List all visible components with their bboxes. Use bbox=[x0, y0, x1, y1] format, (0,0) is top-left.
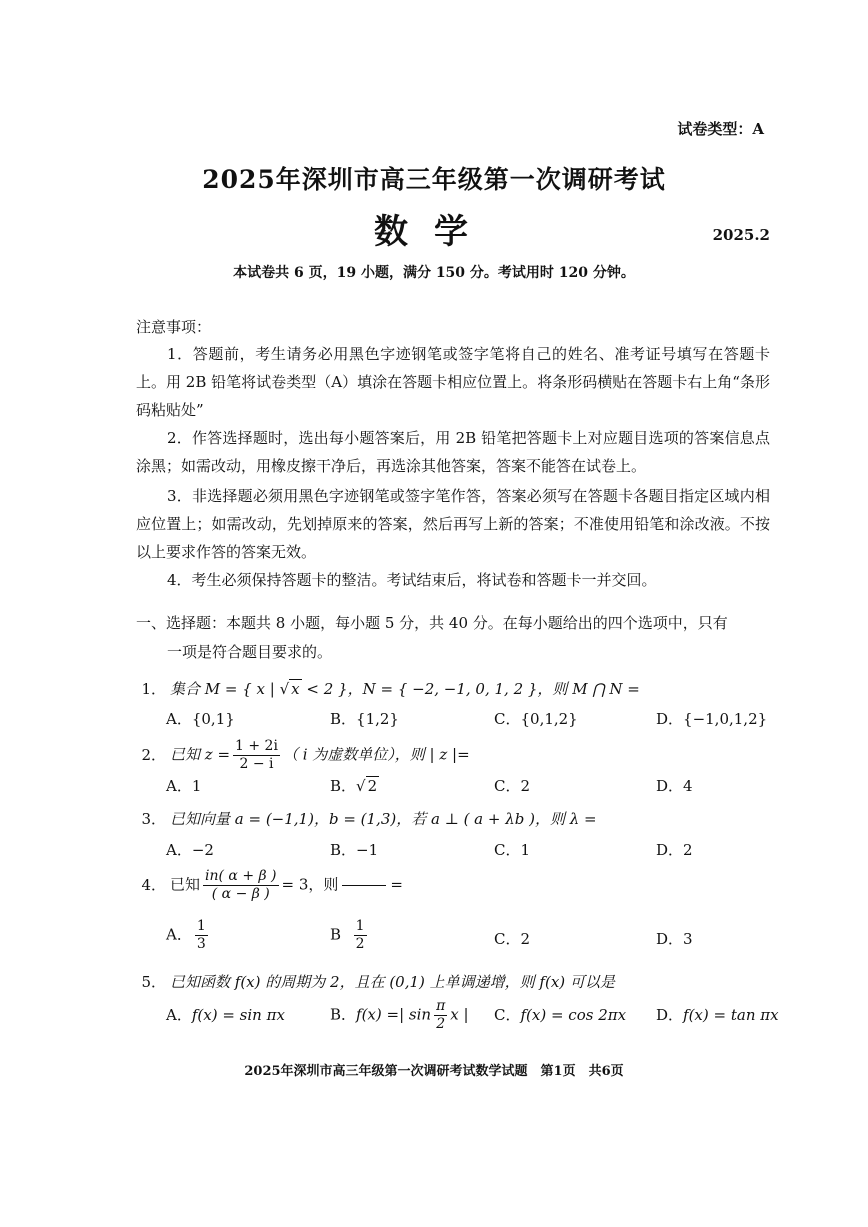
option-d: D．4 bbox=[656, 777, 693, 795]
fraction bbox=[434, 998, 447, 1033]
question-text: （ i 为虚数单位），则 | z |= bbox=[282, 745, 470, 764]
fraction-denominator: 2 bbox=[355, 936, 365, 952]
exam-title: 2025年深圳市高三年级第一次调研考试 bbox=[202, 165, 666, 194]
section-heading-line: 一项是符合题目要求的。 bbox=[167, 643, 333, 661]
option-c: C．2 bbox=[494, 777, 531, 795]
option-label: A． bbox=[166, 925, 192, 944]
fraction-numerator: 1 + 2i bbox=[235, 738, 278, 754]
question-text: = 3，则 bbox=[281, 875, 339, 894]
option-expression: f(x) = sin πx bbox=[191, 1006, 285, 1024]
question-text: 已知 bbox=[170, 875, 201, 894]
option-label: C． bbox=[494, 1006, 521, 1024]
question-text: 已知 z = bbox=[170, 745, 231, 764]
sqrt-symbol: √ x bbox=[279, 680, 300, 698]
option-b bbox=[330, 918, 370, 953]
question-2-stem bbox=[136, 738, 470, 773]
question-4-stem bbox=[136, 868, 403, 903]
option-d bbox=[656, 1004, 779, 1025]
subject-title: 数学 bbox=[374, 212, 494, 252]
question-text: 集合 M = { x | bbox=[170, 680, 280, 698]
notice-item: 3．非选择题必须用黑色字迹钢笔或签字笔作答，答案必须写在答题卡各题目指定区域内相应位置上；如需改动，先划掉原来的答案，然后再写上新的答案；不准使用铅笔和涂改液。不按以上要求作答的答案无效。 bbox=[136, 487, 770, 561]
option-c: C．{0,1,2} bbox=[494, 710, 578, 728]
fraction-numerator: in( α + β ) bbox=[205, 868, 277, 884]
question-text: = bbox=[390, 875, 403, 894]
fraction-denominator: 2 bbox=[436, 1016, 446, 1032]
sqrt-symbol: √ 2 bbox=[356, 777, 378, 795]
question-number: 1． bbox=[141, 680, 166, 698]
option-a: A．−2 bbox=[166, 841, 214, 859]
question-1-stem bbox=[136, 678, 640, 699]
notice-item: 2．作答选择题时，选出每小题答案后，用 2B 铅笔把答题卡上对应题目选项的答案信息点涂黑；如需改动，用橡皮擦干净后，再选涂其他答案，答案不能答在试卷上。 bbox=[136, 429, 770, 475]
fraction-numerator: π bbox=[436, 998, 446, 1014]
question-3-stem bbox=[136, 808, 597, 829]
exam-info: 本试卷共 6 页，19 小题，满分 150 分。考试用时 120 分钟。 bbox=[233, 265, 635, 281]
radicand: 2 bbox=[367, 777, 378, 795]
fraction bbox=[195, 918, 208, 953]
option-expression: x | bbox=[450, 1005, 469, 1024]
option-c: C．1 bbox=[494, 841, 531, 859]
fraction bbox=[233, 738, 280, 773]
fraction bbox=[354, 918, 367, 953]
option-c: C．2 bbox=[494, 930, 531, 948]
option-c bbox=[494, 1004, 626, 1025]
option-label: B bbox=[330, 925, 342, 944]
option-label: B． bbox=[330, 1005, 357, 1024]
fraction bbox=[203, 868, 279, 903]
option-a: A．{0,1} bbox=[166, 710, 235, 728]
option-d: D．3 bbox=[656, 930, 693, 948]
question-number: 4． bbox=[141, 875, 166, 894]
option-d: D．2 bbox=[656, 841, 693, 859]
notice-item: 4．考生必须保持答题卡的整洁。考试结束后，将试卷和答题卡一并交回。 bbox=[167, 571, 657, 589]
option-label: D． bbox=[656, 1006, 684, 1024]
option-expression: f(x) = tan πx bbox=[683, 1006, 779, 1024]
answer-blank bbox=[342, 885, 386, 886]
option-expression: f(x) =| sin bbox=[356, 1005, 432, 1024]
question-text: 已知函数 f(x) 的周期为 2，且在 (0,1) 上单调递增，则 f(x) 可以是 bbox=[170, 973, 615, 991]
option-a bbox=[166, 918, 211, 953]
fraction-denominator: 2 − i bbox=[239, 756, 274, 772]
option-a bbox=[166, 1004, 285, 1025]
page-footer: 2025年深圳市高三年级第一次调研考试数学试题 第1页 共6页 bbox=[244, 1064, 624, 1079]
option-b: B．−1 bbox=[330, 841, 379, 859]
option-label: B． bbox=[330, 777, 357, 795]
fraction-denominator: ( α − β ) bbox=[211, 886, 270, 902]
question-number: 5． bbox=[141, 973, 166, 991]
question-number: 2． bbox=[141, 745, 166, 764]
section-heading bbox=[136, 609, 776, 667]
paper-type-label: 试卷类型：A bbox=[677, 120, 764, 138]
section-heading-line: 一、选择题：本题共 8 小题，每小题 5 分，共 40 分。在每小题给出的四个选项中，只有 bbox=[136, 614, 728, 632]
option-b bbox=[330, 998, 469, 1033]
fraction-numerator: 1 bbox=[355, 918, 365, 934]
notice-heading: 注意事项： bbox=[136, 318, 212, 336]
option-b: B．{1,2} bbox=[330, 710, 399, 728]
radicand: x bbox=[291, 680, 300, 698]
option-d: D．{−1,0,1,2} bbox=[656, 710, 768, 728]
notice-item: 1．答题前，考生请务必用黑色字迹钢笔或签字笔将自己的姓名、准考证号填写在答题卡上。用 2B 铅笔将试卷类型（A）填涂在答题卡相应位置上。将条形码横贴在答题卡右上角“条形码粘贴处” bbox=[136, 345, 770, 419]
fraction-numerator: 1 bbox=[196, 918, 206, 934]
option-expression: f(x) = cos 2πx bbox=[520, 1006, 627, 1024]
question-number: 3． bbox=[141, 810, 166, 828]
question-5-stem bbox=[136, 971, 615, 992]
exam-date: 2025.2 bbox=[712, 226, 770, 244]
option-label: A． bbox=[166, 1006, 192, 1024]
fraction-denominator: 3 bbox=[196, 936, 206, 952]
question-text: < 2 }，N = { −2, −1, 0, 1, 2 }，则 M ⋂ N = bbox=[301, 680, 640, 698]
option-b bbox=[330, 775, 379, 796]
question-text: 已知向量 a = (−1,1)，b = (1,3)，若 a ⊥ ( a + λb )，则 λ = bbox=[170, 810, 597, 828]
option-a: A．1 bbox=[166, 777, 202, 795]
